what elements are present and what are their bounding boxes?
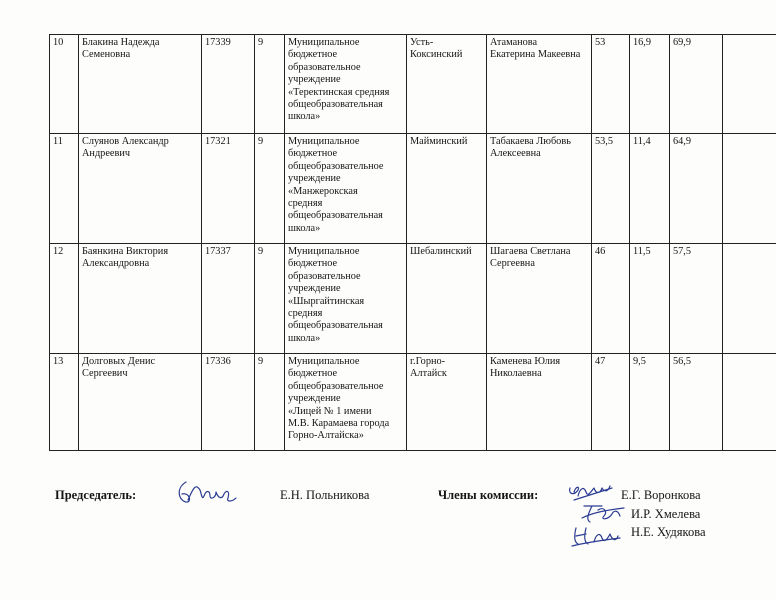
score-part-2-cell: 16,9 [630,35,670,134]
score-part-2-cell: 11,4 [630,134,670,244]
total-score-cell: 69,9 [670,35,723,134]
score-part-1-cell: 47 [592,354,630,451]
total-score-cell: 56,5 [670,354,723,451]
member-signature-icon [566,482,620,504]
total-score-cell: 64,9 [670,134,723,244]
grade-cell: 9 [255,244,285,354]
score-part-1-cell: 46 [592,244,630,354]
teacher-name-cell: Табакаева Любовь Алексеевна [487,134,592,244]
school-name-cell: Муниципальное бюджетное общеобразовательное учреждение «Лицей № 1 имени М.В. Карамаева города Горно-Алтайска» [285,354,407,451]
member-signature-icon [578,502,628,524]
member-name-3: Н.Е. Худякова [631,525,706,539]
participant-code-cell: 17321 [202,134,255,244]
school-name-cell: Муниципальное бюджетное образовательное учреждение «Шыргайтинская средняя общеобразовательная школа» [285,244,407,354]
results-table-container [49,34,776,451]
participant-name-cell: Долговых Денис Сергеевич [79,354,202,451]
score-part-2-cell: 11,5 [630,244,670,354]
empty-cell [723,354,776,451]
results-table-body [50,35,776,451]
participant-name-cell: Блакина Надежда Семеновна [79,35,202,134]
empty-cell [723,35,776,134]
district-cell: Усть- Коксинский [407,35,487,134]
chair-label: Председатель: [55,488,137,502]
grade-cell: 9 [255,35,285,134]
row-number-cell: 12 [50,244,79,354]
district-cell: Шебалинский [407,244,487,354]
participant-code-cell: 17339 [202,35,255,134]
grade-cell: 9 [255,134,285,244]
members-label: Члены комиссии: [438,488,539,502]
school-name-cell: Муниципальное бюджетное образовательное учреждение «Теректинская средняя общеобразовательная школа» [285,35,407,134]
total-score-cell: 57,5 [670,244,723,354]
results-table [49,34,776,451]
table-row [50,244,776,354]
chair-name: Е.Н. Польникова [280,488,370,502]
empty-cell [723,134,776,244]
row-number-cell: 11 [50,134,79,244]
row-number-cell: 10 [50,35,79,134]
teacher-name-cell: Атаманова Екатерина Макеевна [487,35,592,134]
district-cell: Майминский [407,134,487,244]
teacher-name-cell: Каменева Юлия Николаевна [487,354,592,451]
row-number-cell: 13 [50,354,79,451]
participant-code-cell: 17336 [202,354,255,451]
teacher-name-cell: Шагаева Светлана Сергеевна [487,244,592,354]
member-signature-icon [570,524,622,548]
grade-cell: 9 [255,354,285,451]
chair-signature-icon [172,478,238,508]
participant-code-cell: 17337 [202,244,255,354]
score-part-2-cell: 9,5 [630,354,670,451]
table-row [50,354,776,451]
participant-name-cell: Слуянов Александр Андреевич [79,134,202,244]
member-name-1: Е.Г. Воронкова [621,488,701,502]
table-row [50,35,776,134]
score-part-1-cell: 53,5 [592,134,630,244]
school-name-cell: Муниципальное бюджетное общеобразовательное учреждение «Манжерокская средняя общеобразовательная школа» [285,134,407,244]
district-cell: г.Горно- Алтайск [407,354,487,451]
table-row [50,134,776,244]
participant-name-cell: Баянкина Виктория Александровна [79,244,202,354]
empty-cell [723,244,776,354]
signature-block [0,480,776,600]
member-name-2: И.Р. Хмелева [631,507,701,521]
score-part-1-cell: 53 [592,35,630,134]
